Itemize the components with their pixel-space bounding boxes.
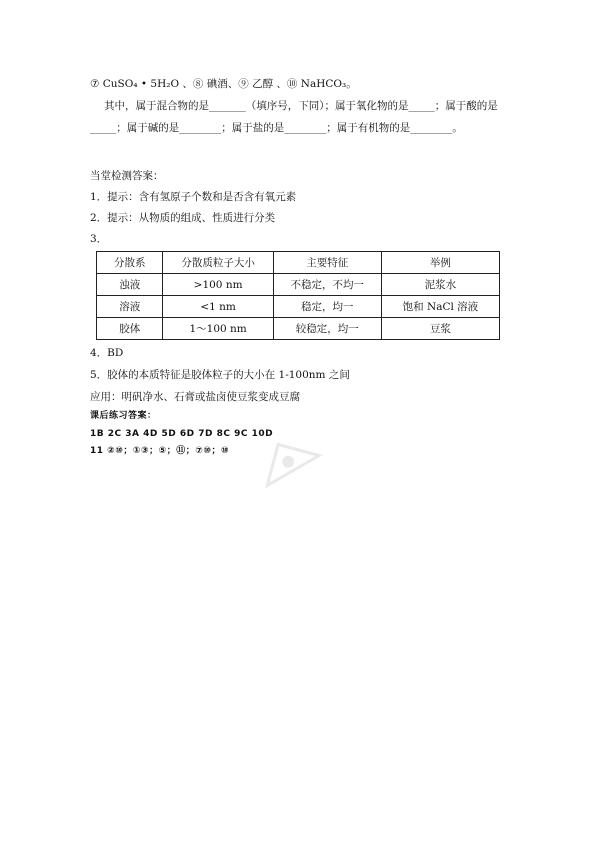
table-header-cell: 分散质粒子大小: [163, 252, 273, 274]
dispersion-table: [96, 251, 500, 340]
table-row: [97, 296, 500, 318]
table-cell: 溶液: [97, 296, 163, 318]
answer-5-application: 应用：明矾净水、石膏或盐卤使豆浆变成豆腐: [90, 391, 300, 403]
table-cell: >100 nm: [163, 274, 273, 296]
answer-4: 4．BD: [90, 347, 124, 359]
table-cell: 1～100 nm: [163, 318, 273, 340]
homework-answers-1-10: 1B 2C 3A 4D 5D 6D 7D 8C 9C 10D: [90, 429, 274, 439]
table-cell: 豆浆: [381, 318, 499, 340]
table-cell: 不稳定，不均一: [273, 274, 381, 296]
section-heading-class-test: 当堂检测答案：: [90, 170, 164, 182]
watermark-logo: [239, 411, 342, 499]
answer-3-label: 3．: [90, 233, 108, 245]
answer-2: 2．提示：从物质的组成、性质进行分类: [90, 212, 276, 224]
table-cell: <1 nm: [163, 296, 273, 318]
line-formula-list: ⑦ CuSO₄ • 5H₂O 、⑧ 碘酒、⑨ 乙醇 、⑩ NaHCO₃。: [90, 78, 357, 90]
table-cell: 较稳定，均一: [273, 318, 381, 340]
homework-answer-11: 11 ②⑩；①③；⑤；⑪；⑦⑩；⑩: [90, 446, 230, 456]
answer-5: 5．胶体的本质特征是胶体粒子的大小在 1-100nm 之间: [90, 369, 350, 381]
section-heading-homework: 课后练习答案：: [90, 411, 157, 421]
table-cell: 泥浆水: [381, 274, 499, 296]
table-cell: 胶体: [97, 318, 163, 340]
table-row: [97, 318, 500, 340]
watermark-icon: [239, 411, 342, 499]
table-header-cell: 分散系: [97, 252, 163, 274]
line-question-part2: _____；属于碱的是________；属于盐的是________；属于有机物的是________。: [90, 122, 463, 134]
table-header-cell: 主要特征: [273, 252, 381, 274]
table-cell: 稳定，均一: [273, 296, 381, 318]
table-cell: 浊液: [97, 274, 163, 296]
table-header-row: [97, 252, 500, 274]
table-cell: 饱和 NaCl 溶液: [381, 296, 499, 318]
table-row: [97, 274, 500, 296]
line-question-part1: 其中，属于混合物的是_______（填序号，下同）；属于氧化物的是_____；属于酸的是: [104, 100, 498, 112]
table-header-cell: 举例: [381, 252, 499, 274]
answer-1: 1．提示：含有氢原子个数和是否含有氧元素: [90, 191, 297, 203]
